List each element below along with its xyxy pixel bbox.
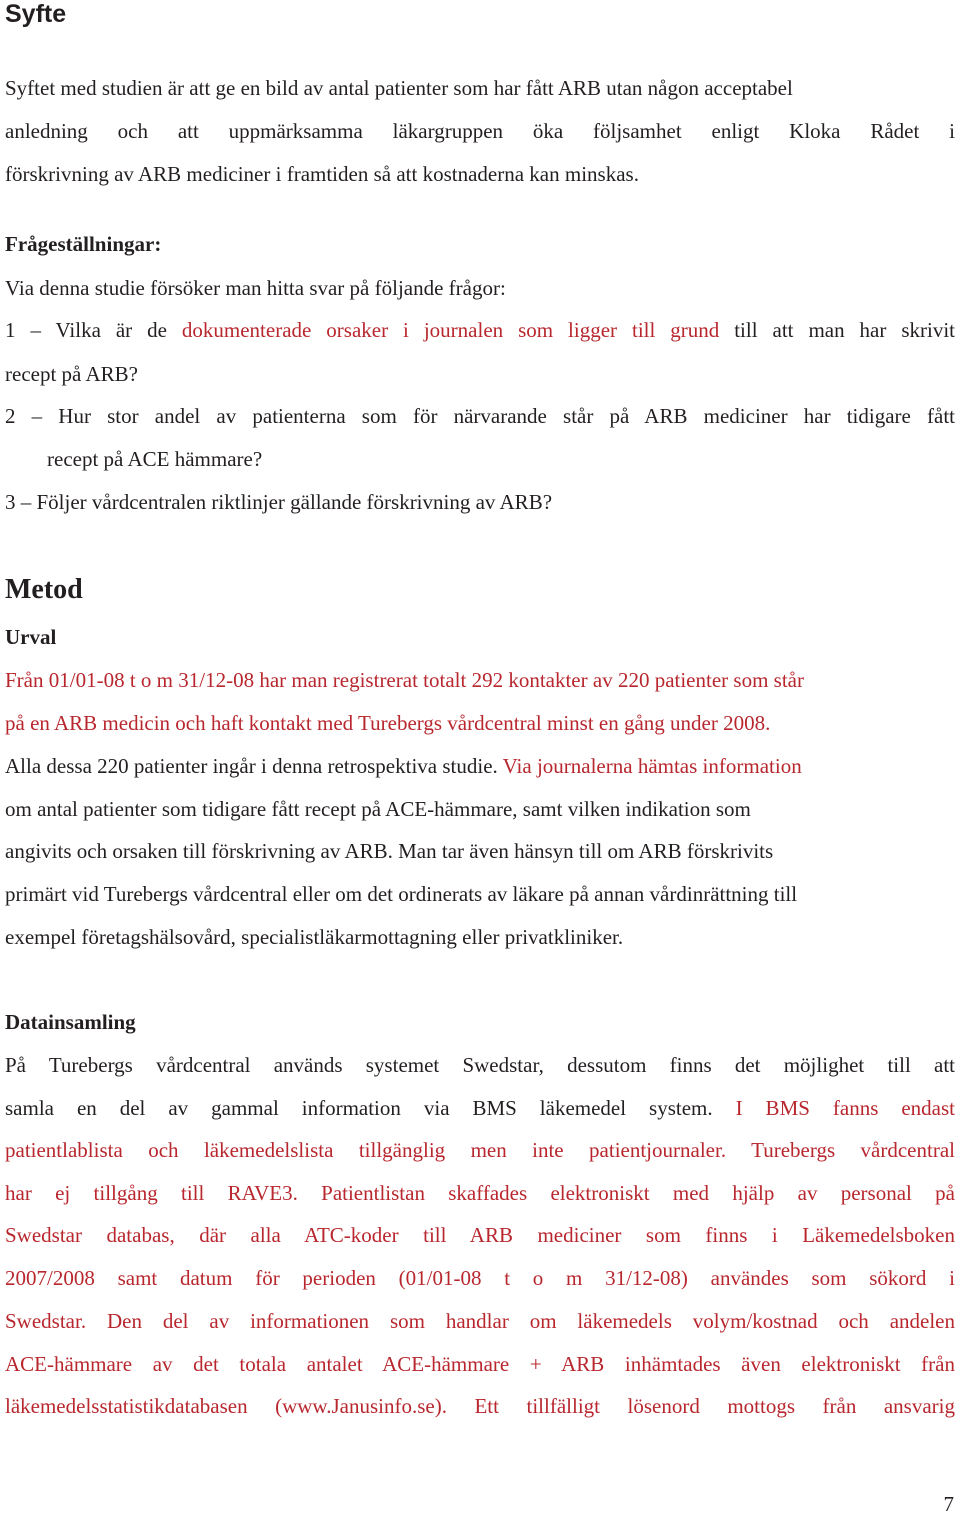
- syfte-line: förskrivning av ARB mediciner i framtiden så att kostnaderna kan minskas.: [5, 162, 639, 186]
- syfte-line: anledning och att uppmärksamma läkargruppen öka följsamhet enligt Kloka Rådet i: [5, 119, 955, 143]
- q1-rest: till att man har skrivit: [719, 318, 955, 342]
- datainsamling-line-part: Ett tillfälligt lösenord mottogs från ansvarig: [446, 1394, 955, 1418]
- datainsamling-line: [5, 1095, 955, 1121]
- datainsamling-line: ACE-hämmare av det totala antalet ACE-hämmare + ARB inhämtades även elektroniskt från: [5, 1352, 955, 1376]
- urval-line: Från 01/01-08 t o m 31/12-08 har man registrerat totalt 292 kontakter av 220 patienter som står: [5, 668, 804, 692]
- urval-line: angivits och orsaken till förskrivning av ARB. Man tar även hänsyn till om ARB förskrivits: [5, 839, 774, 863]
- datainsamling-line-part: patientlablista och läkemedelslista tillgänglig men inte patientjournaler.: [5, 1138, 727, 1162]
- fragestallningar-heading: Frågeställningar:: [5, 232, 162, 256]
- datainsamling-line: [5, 1308, 955, 1334]
- urval-heading: Urval: [5, 625, 57, 649]
- datainsamling-heading: Datainsamling: [5, 1010, 136, 1034]
- urval-line: exempel företagshälsovård, specialistläkarmottagning eller privatkliniker.: [5, 925, 624, 949]
- datainsamling-line-part: Turebergs vårdcentral: [726, 1138, 955, 1162]
- urval-line-part: Via journalerna hämtas information: [497, 754, 802, 778]
- page-number: 7: [943, 1492, 954, 1516]
- datainsamling-line-part: Den del av informationen som handlar om läkemedels volym/kostnad och andelen: [86, 1309, 955, 1333]
- fragestallningar-intro: Via denna studie försöker man hitta svar på följande frågor:: [5, 276, 506, 300]
- datainsamling-line-part: har ej tillgång till RAVE3.: [5, 1181, 298, 1205]
- datainsamling-line: [5, 1180, 955, 1206]
- q1-number: 1 – Vilka är de: [5, 318, 182, 342]
- urval-line: [5, 753, 955, 779]
- urval-line-part: Alla dessa 220 patienter ingår i denna retrospektiva studie.: [5, 754, 498, 778]
- datainsamling-line: [5, 1393, 955, 1419]
- question-2: 2 – Hur stor andel av patienterna som för närvarande står på ARB mediciner har tidigare fått: [5, 404, 955, 428]
- syfte-line: Syftet med studien är att ge en bild av antal patienter som har fått ARB utan någon acceptabel: [5, 76, 793, 100]
- datainsamling-line-part: läkemedelsstatistikdatabasen (www.Janusinfo.se).: [5, 1394, 447, 1418]
- datainsamling-line: Swedstar databas, där alla ATC-koder till ARB mediciner som finns i Läkemedelsboken: [5, 1223, 955, 1247]
- datainsamling-line-part: Patientlistan skaffades elektroniskt med hjälp av personal på: [297, 1181, 955, 1205]
- datainsamling-line-part: I BMS fanns endast: [712, 1096, 955, 1120]
- question-1-cont: recept på ARB?: [5, 362, 138, 386]
- datainsamling-line: 2007/2008 samt datum för perioden (01/01-08 t o m 31/12-08) användes som sökord i: [5, 1266, 955, 1290]
- question-1: [5, 317, 955, 343]
- urval-line: på en ARB medicin och haft kontakt med Turebergs vårdcentral minst en gång under 2008.: [5, 711, 771, 735]
- metod-heading: Metod: [5, 574, 83, 605]
- datainsamling-line: På Turebergs vårdcentral används systemet Swedstar, dessutom finns det möjlighet till att: [5, 1053, 955, 1077]
- question-2-cont: recept på ACE hämmare?: [47, 447, 263, 471]
- urval-line: om antal patienter som tidigare fått recept på ACE-hämmare, samt vilken indikation som: [5, 797, 751, 821]
- datainsamling-line: [5, 1137, 955, 1163]
- datainsamling-line-part: Swedstar.: [5, 1309, 87, 1333]
- syfte-heading: Syfte: [5, 0, 67, 28]
- question-3: 3 – Följer vårdcentralen riktlinjer gällande förskrivning av ARB?: [5, 490, 553, 514]
- urval-line: primärt vid Turebergs vårdcentral eller om det ordinerats av läkare på annan vårdinrättning till: [5, 882, 798, 906]
- datainsamling-line-part: samla en del av gammal information via BMS läkemedel system.: [5, 1096, 713, 1120]
- q1-highlight: dokumenterade orsaker i journalen som ligger till grund: [181, 318, 720, 342]
